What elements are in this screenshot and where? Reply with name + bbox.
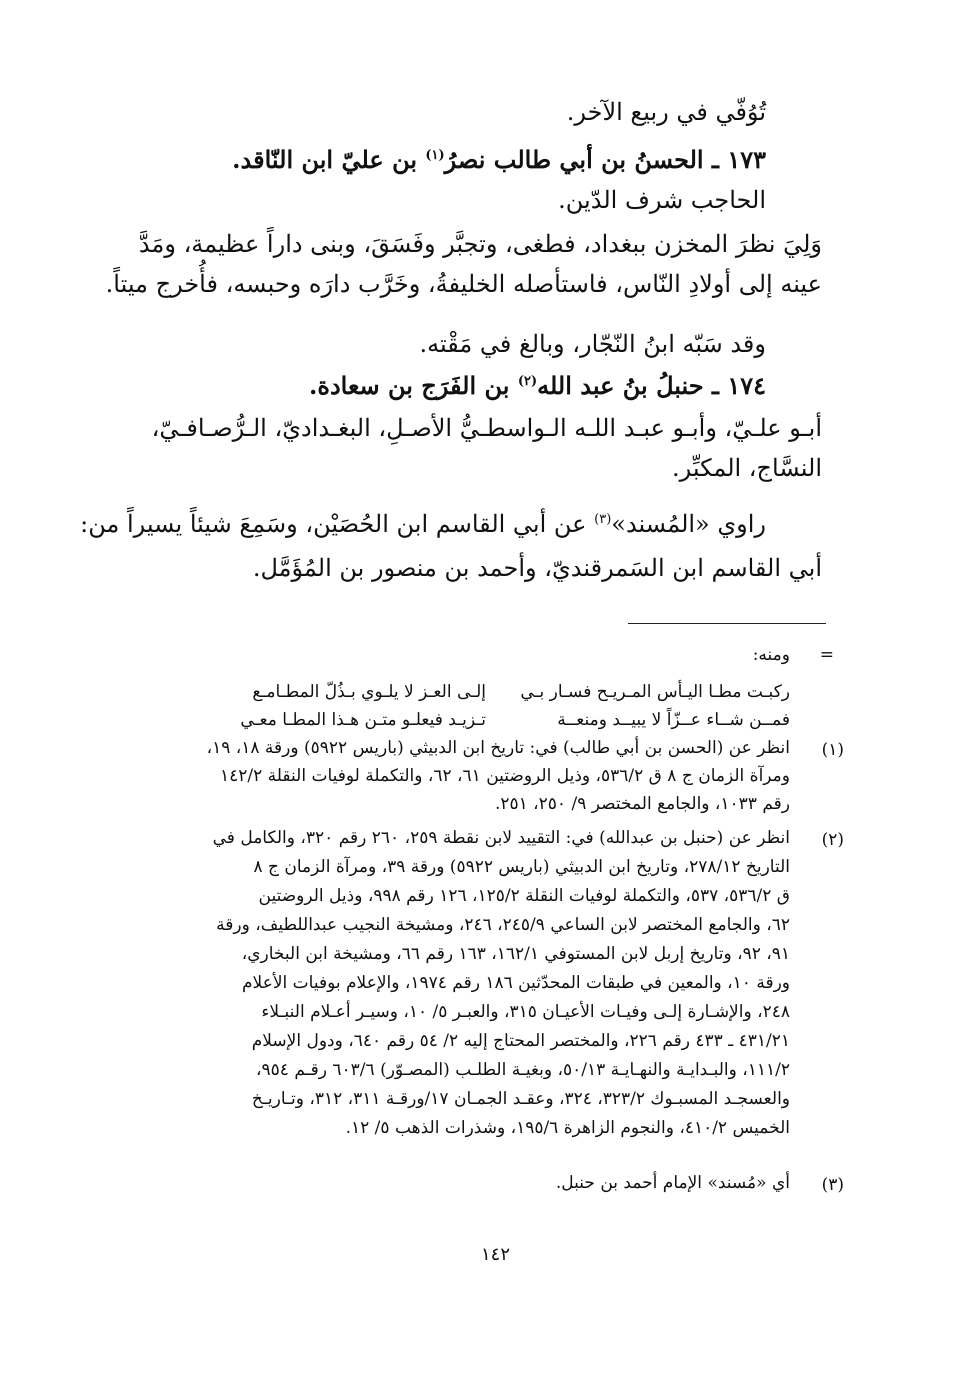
footnote-line: انظر عن (حنبل بن عبدالله) في: التقييد لابن نقطة ٢٥٩، ٢٦٠ رقم ٣٢٠، والكامل في [212,828,790,848]
footnote-line: ١١١/٢، والبـدايـة والنهـايـة ٥٠/١٣، وبغيـة الطلـب (المصـوّر) ٦٠٣/٦ رقـم ٩٥٤، [256,1060,790,1080]
footnote-marker: (٢) [517,374,538,389]
footnote-line: أي «مُسند» الإمام أحمد بن حنبل. [555,1173,790,1193]
page-number: ١٤٢ [480,1244,510,1265]
text-span: راوي «المُسند» [611,510,766,538]
entry-heading-text: بن الفَرَج بن سعادة. [309,371,518,400]
text-line: النسَّاج، المكبِّر. [671,454,822,482]
entry-heading-text: ١٧٣ ـ الحسنُ بن أبي طالب نصرُ [444,145,766,174]
poem-hemistich: فمــن شــاء عــزّاً لا يبيــد ومنعــة [557,710,790,730]
footnote-number: (٣) [821,1175,844,1195]
footnote-line: انظر عن (الحسن بن أبي طالب) في: تاريخ ابن الدبيثي (باريس ٥٩٢٢) ورقة ١٨، ١٩، [206,738,790,758]
footnote-separator [628,623,826,624]
entry-heading-text: ١٧٤ ـ حنبلُ بنُ عبد الله [537,371,766,400]
footnote-line: ٦٢، والجامع المختصر لابن الساعي ٢٤٥/٩، ٢٤٦، ومشيخة النجيب عبداللطيف، ورقة [216,915,790,935]
footnote-intro: ومنه: [752,645,790,665]
text-span: عن أبي القاسم ابن الحُصَيْن، وسَمِعَ شيئاً يسيراً من: [80,510,595,538]
entry-heading [232,145,766,174]
text-line: وَلِيَ نظرَ المخزن ببغداد، فطغى، وتجبَّر وفَسَقَ، وبنى داراً عظيمة، ومَدَّ [138,230,822,258]
poem-hemistich: تـزيـد فيعلـو متـن هـذا المطـا معـي [240,710,486,730]
text-line: وقد سَبّه ابنُ النّجّار، وبالغ في مَقْته. [419,330,766,358]
text-line: عينه إلى أولادِ النّاس، فاستأصله الخليفةُ، وخَرَّب دارَه وحبسه، فأُخرج ميتاً. [105,270,822,298]
poem-hemistich: ركبـت مطـا اليـأس المـريـح فسـار بـي [520,682,790,702]
text-line: الحاجب شرف الدّين. [558,186,766,214]
footnote-line: رقم ١٠٣٣، والجامع المختصر ٩/ ٢٥٠، ٢٥١. [494,794,790,814]
text-line: أبي القاسم ابن السَمرقنديّ، وأحمد بن منصور بن المُؤَمَّل. [252,554,822,582]
entry-heading [309,371,766,400]
footnote-line: ٢٤٨، والإشـارة إلـى وفيـات الأعيـان ٣١٥، والعبـر ٥/ ١٠، وسيـر أعـلام النبـلاء [261,1002,790,1022]
footnote-marker: (٣) [594,512,612,527]
text-line: تُوُفّي في ربيع الآخر. [566,98,766,126]
continuation-mark: = [819,645,834,665]
footnote-line: ٩١، ٩٢، وتاريخ إربل لابن المستوفي ١٦٢/١، ١٦٣ رقم ٦٦، ومشيخة ابن البخاري، [241,944,790,964]
poem-hemistich: إلـى العـز لا يلـوي بـذُلّ المطـامـع [252,682,486,702]
footnote-line: ٤٣١/٢١ ـ ٤٣٣ رقم ٢٢٦، والمختصر المحتاج إليه ٢/ ٥٤ رقم ٦٤٠، ودول الإسلام [251,1031,790,1051]
text-line [80,512,766,536]
footnote-number: (٢) [821,830,844,850]
footnote-line: ق ٥٣٦/٢، ٥٣٧، والتكملة لوفيات النقلة ١٢٥/٢، ١٢٦ رقم ٩٩٨، وذيل الروضتين [258,886,790,906]
footnote-line: والعسجـد المسبـوك ٣٢٣/٢، ٣٢٤، وعقـد الجمـان ١٧/ورقـة ٣١١، ٣١٢، وتـاريـخ [251,1089,790,1109]
footnote-line: الخميس ٤١٠/٢، والنجوم الزاهرة ١٩٥/٦، وشذرات الذهب ٥/ ١٢. [345,1118,790,1138]
footnote-line: التاريخ ٢٧٨/١٢، وتاريخ ابن الدبيثي (باريس ٥٩٢٢) ورقة ٣٩، ومرآة الزمان ج ٨ [253,857,790,877]
footnote-line: ومرآة الزمان ج ٨ ق ٥٣٦/٢، وذيل الروضتين ٦١، ٦٢، والتكملة لوفيات النقلة ١٤٢/٢ [220,766,790,786]
footnote-number: (١) [821,740,844,760]
entry-heading-text: بن عليّ ابن النّاقد. [232,145,426,174]
footnote-line: ورقة ١٠، والمعين في طبقات المحدّثين ١٨٦ رقم ١٩٧٤، والإعلام بوفيات الأعلام [242,973,790,993]
text-line: أبـو علـيّ، وأبـو عبـد اللـه الـواسطـيُّ الأصـلِ، البغـداديّ، الـرُّصـافـيّ، [151,414,822,442]
footnote-marker: (١) [425,148,445,163]
